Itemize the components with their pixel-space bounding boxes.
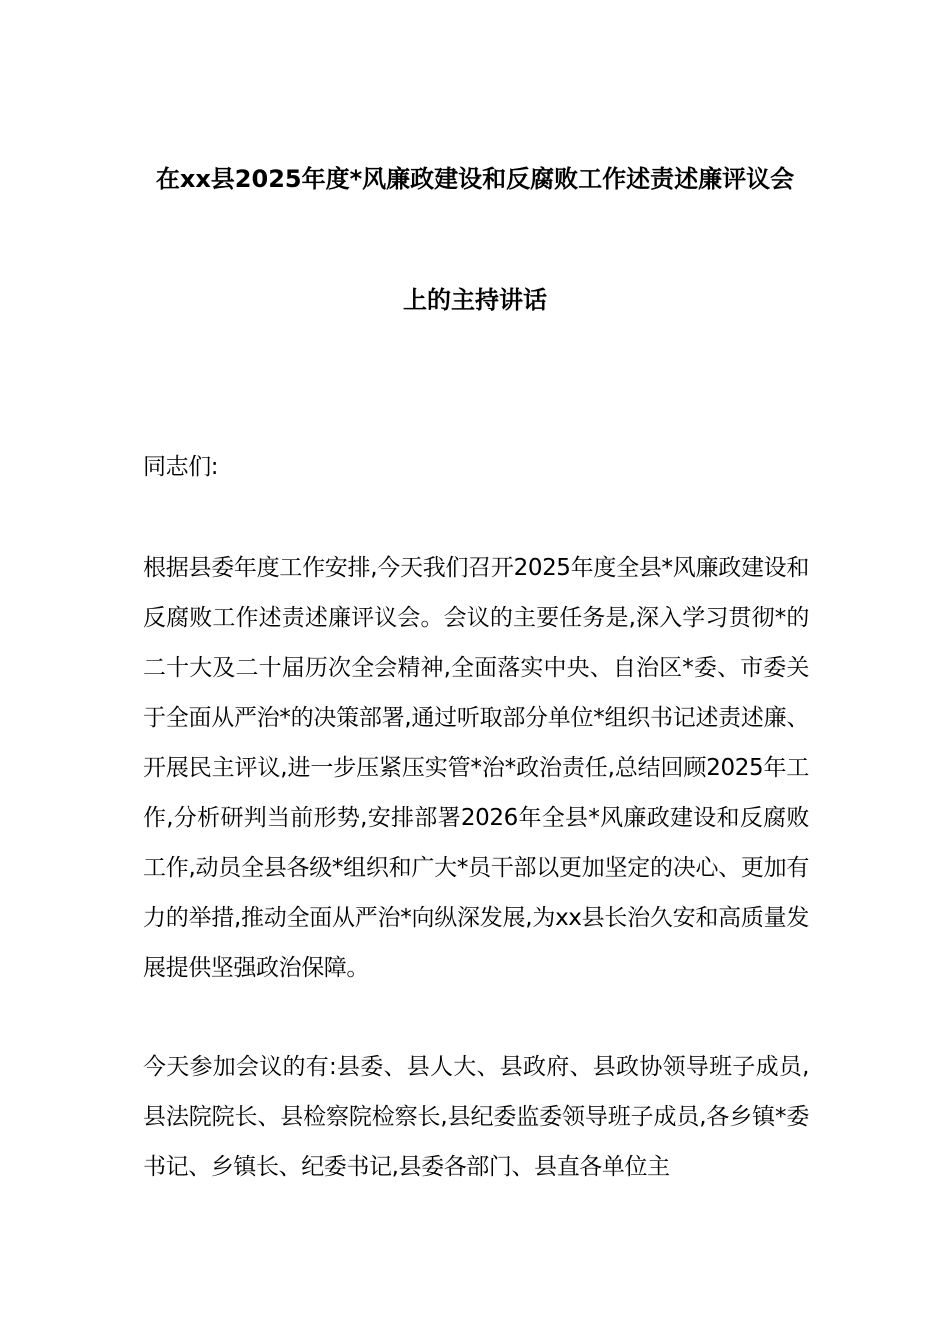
document-title-line-2: 上的主持讲话 [403, 286, 547, 314]
document-title-line-1: 在xx县2025年度*风廉政建设和反腐败工作述责述廉评议会 [155, 165, 795, 193]
paragraph-attendees: 今天参加会议的有:县委、县人大、县政府、县政协领导班子成员,县法院院长、县检察院检察长,县纪委监委领导班子成员,各乡镇*委书记、乡镇长、纪委书记,县委各部门、县直各单位主 [143, 1054, 809, 1180]
paragraph-meeting-purpose: 根据县委年度工作安排,今天我们召开2025年度全县*风廉政建设和反腐败工作述责述廉评议会。会议的主要任务是,深入学习贯彻*的二十大及二十届历次全会精神,全面落实中央、自治区*委、市委关于全面从严治*的决策部署,通过听取部分单位*组织书记述责述廉、开展民主评议,进一步压紧压实管*治*政治责任,总结回顾2025年工作,分析研判当前形势,安排部署2026年全县*风廉政建设和反腐败工作,动员全县各级*组织和广大*员干部以更加坚定的决心、更加有力的举措,推动全面从严治*向纵深发展,为xx县长治久安和高质量发展提供坚强政治保障。 [143, 555, 809, 981]
salutation: 同志们: [143, 454, 219, 480]
